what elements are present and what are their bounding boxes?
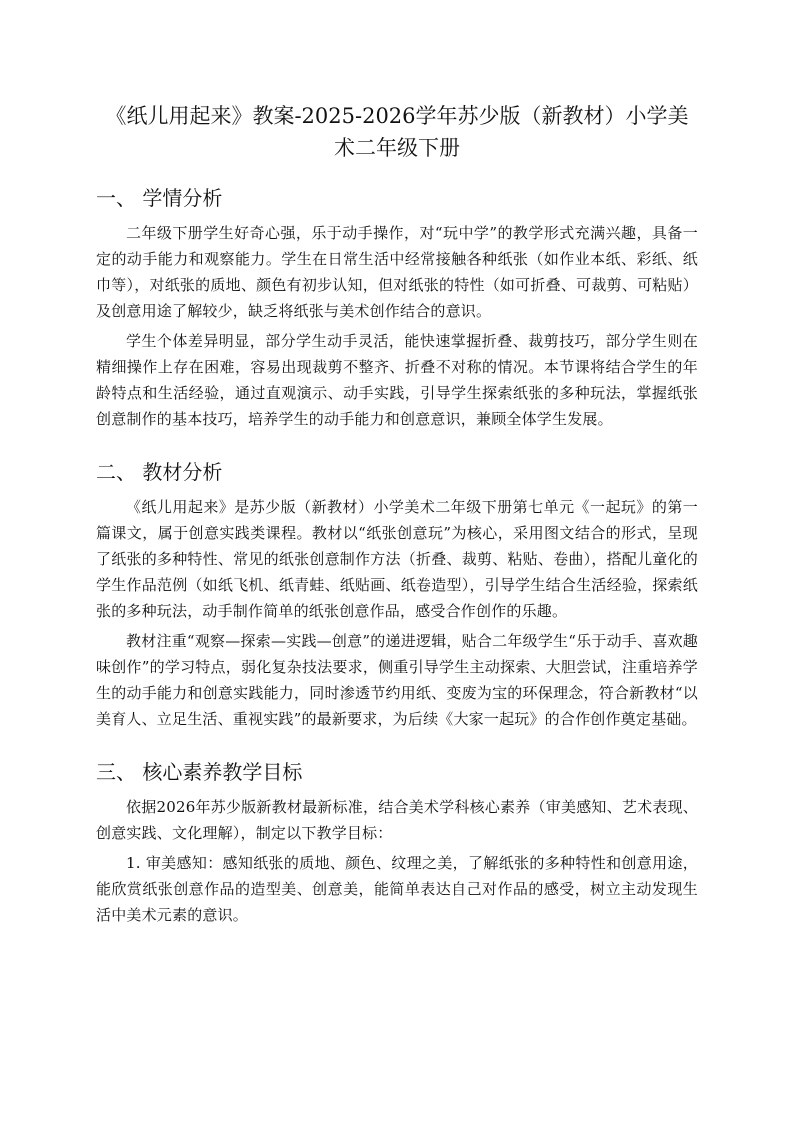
section-learner-analysis xyxy=(96,184,698,432)
section-heading: 一、 学情分析 xyxy=(96,186,223,210)
paragraph: 二年级下册学生好奇心强，乐于动手操作，对“玩中学”的教学形式充满兴趣，具备一定的动手能力和观察能力。学生在日常生活中经常接触各种纸张（如作业本纸、彩纸、纸巾等），对纸张的质地、颜色有初步认知，但对纸张的特性（如可折叠、可裁剪、可粘贴）及创意用途了解较少，缺乏将纸张与美术创作结合的意识。 xyxy=(96,224,698,320)
document-title: 《纸儿用起来》教案-2025-2026学年苏少版（新教材）小学美术二年级下册 xyxy=(105,104,689,160)
section-teaching-goals xyxy=(96,758,698,928)
paragraph: 《纸儿用起来》是苏少版（新教材）小学美术二年级下册第七单元《一起玩》的第一篇课文，属于创意实践类课程。教材以“纸张创意玩”为核心，采用图文结合的形式，呈现了纸张的多种特性、常见的纸张创意制作方法（折叠、裁剪、粘贴、卷曲），搭配儿童化的学生作品范例（如纸飞机、纸青蛙、纸贴画、纸卷造型），引导学生结合生活经验，探索纸张的多种玩法，动手制作简单的纸张创意作品，感受合作创作的乐趣。 xyxy=(96,498,698,620)
paragraph: 依据2026年苏少版新教材最新标准，结合美术学科核心素养（审美感知、艺术表现、创意实践、文化理解），制定以下教学目标： xyxy=(96,798,698,842)
paragraph: 教材注重“观察—探索—实践—创意”的递进逻辑，贴合二年级学生“乐于动手、喜欢趣味创作”的学习特点，弱化复杂技法要求，侧重引导学生主动探索、大胆尝试，注重培养学生的动手能力和创意实践能力，同时渗透节约用纸、变废为宝的环保理念，符合新教材“以美育人、立足生活、重视实践”的最新要求，为后续《大家一起玩》的合作创作奠定基础。 xyxy=(96,632,698,728)
section-heading: 三、 核心素养教学目标 xyxy=(96,760,303,784)
section-textbook-analysis xyxy=(96,458,698,732)
paragraph: 1. 审美感知：感知纸张的质地、颜色、纹理之美，了解纸张的多种特性和创意用途，能欣赏纸张创意作品的造型美、创意美，能简单表达自己对作品的感受，树立主动发现生活中美术元素的意识。 xyxy=(96,854,698,924)
section-heading: 二、 教材分析 xyxy=(96,460,223,484)
paragraph: 学生个体差异明显，部分学生动手灵活，能快速掌握折叠、裁剪技巧，部分学生则在精细操作上存在困难，容易出现裁剪不整齐、折叠不对称的情况。本节课将结合学生的年龄特点和生活经验，通过直观演示、动手实践，引导学生探索纸张的多种玩法，掌握纸张创意制作的基本技巧，培养学生的动手能力和创意意识，兼顾全体学生发展。 xyxy=(96,332,698,428)
